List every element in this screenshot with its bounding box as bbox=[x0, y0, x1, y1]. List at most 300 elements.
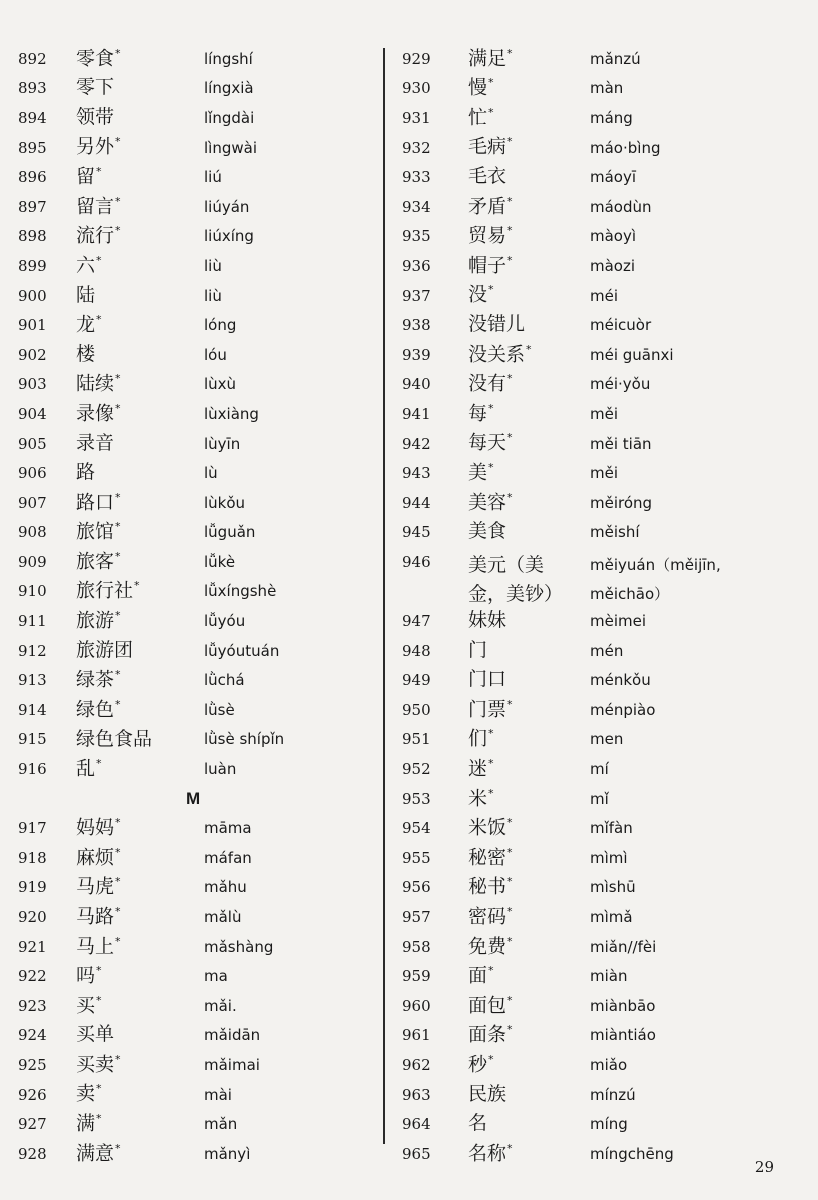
hanzi-text: 贸易 bbox=[468, 224, 507, 247]
entry-row bbox=[398, 192, 798, 222]
hanzi-text: 迷 bbox=[468, 757, 488, 780]
entry-hanzi bbox=[76, 906, 204, 928]
entry-hanzi bbox=[468, 1084, 590, 1106]
required-mark: * bbox=[115, 875, 121, 889]
required-mark: * bbox=[115, 845, 121, 859]
entry-pinyin: luàn bbox=[204, 760, 237, 779]
entry-pinyin: liú bbox=[204, 168, 222, 187]
entry-row bbox=[398, 340, 798, 370]
left-column bbox=[18, 44, 373, 1169]
hanzi-text: 面条 bbox=[468, 1023, 507, 1046]
entry-hanzi bbox=[468, 699, 590, 721]
hanzi-text: 买卖 bbox=[76, 1053, 115, 1076]
hanzi-text: 马路 bbox=[76, 905, 115, 928]
entry-number: 947 bbox=[402, 612, 431, 631]
entry-number: 960 bbox=[402, 996, 431, 1015]
entry-row bbox=[18, 843, 373, 873]
entry-number: 931 bbox=[402, 108, 431, 127]
entry-hanzi bbox=[468, 669, 590, 691]
required-mark: * bbox=[96, 964, 102, 978]
hanzi-text: 矛盾 bbox=[468, 195, 507, 217]
entry-hanzi bbox=[468, 492, 590, 514]
entry-hanzi bbox=[468, 610, 590, 632]
required-mark: * bbox=[96, 1082, 102, 1096]
entry-list-right-b bbox=[398, 606, 798, 1168]
required-mark: * bbox=[115, 668, 121, 682]
required-mark: * bbox=[115, 904, 121, 918]
entry-pinyin: mǎimai bbox=[204, 1055, 260, 1074]
required-mark: * bbox=[507, 993, 513, 1007]
entry-hanzi bbox=[76, 314, 204, 336]
hanzi-text: 录音 bbox=[76, 431, 115, 454]
hanzi-text: 旅客 bbox=[76, 550, 115, 573]
entry-hanzi bbox=[468, 136, 590, 158]
entry-number: 930 bbox=[402, 79, 431, 98]
entry-hanzi bbox=[468, 547, 590, 609]
entry-pinyin: mǎnzú bbox=[590, 49, 641, 68]
entry-hanzi bbox=[76, 136, 204, 158]
entry-number: 963 bbox=[402, 1085, 431, 1104]
hanzi-text: 吗 bbox=[76, 964, 96, 987]
entry-number: 937 bbox=[402, 286, 431, 305]
entry-hanzi bbox=[76, 1113, 204, 1135]
entry-pinyin: miàntiáo bbox=[590, 1026, 656, 1045]
required-mark: * bbox=[115, 135, 121, 149]
entry-hanzi bbox=[468, 196, 590, 218]
entry-pinyin: máo·bìng bbox=[590, 138, 661, 157]
entry-row bbox=[398, 518, 798, 548]
hanzi-text: 另外 bbox=[76, 135, 115, 158]
entry-hanzi bbox=[76, 995, 204, 1017]
entry-number: 899 bbox=[18, 256, 47, 275]
entry-row bbox=[398, 1050, 798, 1080]
hanzi-text: 留言 bbox=[76, 195, 115, 217]
entry-number: 965 bbox=[402, 1144, 431, 1163]
entry-number: 913 bbox=[18, 671, 47, 690]
entry-hanzi bbox=[76, 1054, 204, 1076]
entry-pinyin: mǎn bbox=[204, 1115, 238, 1134]
entry-pinyin: lǚkè bbox=[204, 552, 236, 571]
entry-pinyin: měiróng bbox=[590, 493, 653, 512]
entry-number: 909 bbox=[18, 552, 47, 571]
entry-number: 956 bbox=[402, 878, 431, 897]
hanzi-text: 没 bbox=[468, 283, 488, 306]
entry-row bbox=[18, 251, 373, 281]
entry-pinyin: měishí bbox=[590, 523, 640, 542]
required-mark: * bbox=[507, 1023, 513, 1037]
entry-hanzi bbox=[76, 107, 204, 129]
entry-number: 918 bbox=[18, 848, 47, 867]
entry-pinyin: mǎnyì bbox=[204, 1144, 251, 1163]
entry-number: 954 bbox=[402, 819, 431, 838]
entry-row bbox=[398, 606, 798, 636]
entry-row bbox=[18, 547, 373, 577]
entry-hanzi bbox=[468, 432, 590, 454]
entry-row bbox=[18, 813, 373, 843]
hanzi-text: 门口 bbox=[468, 668, 507, 691]
entry-row bbox=[398, 784, 798, 814]
hanzi-text: 慢 bbox=[468, 76, 488, 99]
entry-row bbox=[18, 518, 373, 548]
entry-hanzi bbox=[468, 965, 590, 987]
hanzi-text: 毛衣 bbox=[468, 165, 507, 188]
entry-row bbox=[398, 695, 798, 725]
entry-pinyin: mìmì bbox=[590, 848, 628, 867]
entry-pinyin: men bbox=[590, 730, 624, 749]
entry-hanzi bbox=[468, 995, 590, 1017]
entry-pinyin: língshí bbox=[204, 49, 253, 68]
entry-number: 933 bbox=[402, 168, 431, 187]
entry-row bbox=[18, 429, 373, 459]
hanzi-text: 们 bbox=[468, 727, 488, 750]
entry-number: 934 bbox=[402, 197, 431, 216]
entry-pinyin: mǎshàng bbox=[204, 937, 274, 956]
required-mark: * bbox=[507, 46, 513, 60]
entry-number: 952 bbox=[402, 760, 431, 779]
entry-number: 905 bbox=[18, 434, 47, 453]
required-mark: * bbox=[488, 461, 494, 475]
entry-hanzi bbox=[468, 166, 590, 188]
hanzi-text: 每 bbox=[468, 402, 488, 425]
entry-pinyin: liù bbox=[204, 256, 222, 275]
entry-row bbox=[398, 636, 798, 666]
entry-list-m bbox=[18, 813, 373, 1168]
required-mark: * bbox=[115, 1141, 121, 1155]
entry-pinyin: lǜsè bbox=[204, 700, 235, 719]
entry-hanzi bbox=[76, 640, 204, 662]
required-mark: * bbox=[507, 490, 513, 504]
required-mark: * bbox=[488, 401, 494, 415]
hanzi-text: 卖 bbox=[76, 1082, 96, 1105]
entry-number: 935 bbox=[402, 227, 431, 246]
entry-hanzi bbox=[76, 758, 204, 780]
entry-pinyin: máfan bbox=[204, 848, 252, 867]
entry-hanzi bbox=[76, 344, 204, 366]
required-mark: * bbox=[488, 283, 494, 297]
entry-hanzi bbox=[468, 462, 590, 484]
required-mark: * bbox=[507, 816, 513, 830]
hanzi-text: 买单 bbox=[76, 1023, 115, 1046]
entry-hanzi bbox=[468, 876, 590, 898]
entry-row bbox=[18, 991, 373, 1021]
entry-number: 955 bbox=[402, 848, 431, 867]
entry-number: 936 bbox=[402, 256, 431, 275]
entry-hanzi bbox=[76, 1083, 204, 1105]
entry-hanzi bbox=[468, 728, 590, 750]
hanzi-text: 没关系 bbox=[468, 342, 526, 365]
entry-list-l bbox=[18, 44, 373, 784]
entry-number: 917 bbox=[18, 819, 47, 838]
hanzi-text: 每天 bbox=[468, 431, 507, 454]
entry-hanzi bbox=[76, 729, 204, 751]
hanzi-text: 满 bbox=[76, 1112, 96, 1135]
hanzi-text: 六 bbox=[76, 254, 96, 277]
required-mark: * bbox=[488, 786, 494, 800]
hanzi-text: 名 bbox=[468, 1112, 488, 1135]
entry-row bbox=[398, 961, 798, 991]
entry-number: 906 bbox=[18, 464, 47, 483]
entry-hanzi bbox=[76, 669, 204, 691]
hanzi-line-2: 金，美钞） bbox=[468, 583, 564, 606]
hanzi-text: 流行 bbox=[76, 224, 115, 247]
entry-hanzi bbox=[76, 48, 204, 70]
hanzi-text: 门票 bbox=[468, 698, 507, 721]
entry-pinyin: míngchēng bbox=[590, 1144, 674, 1163]
entry-pinyin: miǎo bbox=[590, 1055, 628, 1074]
section-letter: M bbox=[186, 788, 201, 808]
entry-row bbox=[398, 133, 798, 163]
entry-row bbox=[398, 1021, 798, 1051]
hanzi-text: 买 bbox=[76, 994, 96, 1017]
hanzi-text: 乱 bbox=[76, 757, 96, 780]
entry-number: 901 bbox=[18, 316, 47, 335]
entry-row bbox=[398, 162, 798, 192]
entry-hanzi bbox=[76, 492, 204, 514]
entry-row bbox=[18, 370, 373, 400]
entry-hanzi bbox=[76, 551, 204, 573]
entry-row bbox=[398, 44, 798, 74]
hanzi-text: 秘书 bbox=[468, 875, 507, 898]
hanzi-text: 旅游团 bbox=[76, 638, 134, 661]
hanzi-line-1: 美元（美 bbox=[468, 554, 545, 577]
entry-number: 910 bbox=[18, 582, 47, 601]
entry-hanzi bbox=[468, 373, 590, 395]
entry-pinyin: miàn bbox=[590, 967, 628, 986]
entry-row bbox=[398, 370, 798, 400]
entry-pinyin: lùkǒu bbox=[204, 493, 246, 512]
entry-hanzi bbox=[468, 255, 590, 277]
required-mark: * bbox=[115, 608, 121, 622]
required-mark: * bbox=[115, 194, 121, 208]
entry-number: 932 bbox=[402, 138, 431, 157]
entry-number: 959 bbox=[402, 967, 431, 986]
entry-number: 908 bbox=[18, 523, 47, 542]
entry-number: 907 bbox=[18, 493, 47, 512]
required-mark: * bbox=[507, 135, 513, 149]
entry-pinyin: ma bbox=[204, 967, 228, 986]
entry-number: 923 bbox=[18, 996, 47, 1015]
entry-pinyin: ménpiào bbox=[590, 700, 656, 719]
entry-list-right-a bbox=[398, 44, 798, 547]
entry-hanzi bbox=[76, 847, 204, 869]
hanzi-text: 马虎 bbox=[76, 875, 115, 898]
entry-pinyin: liù bbox=[204, 286, 222, 305]
hanzi-text: 录像 bbox=[76, 402, 115, 425]
entry-pinyin: méi guānxi bbox=[590, 345, 674, 364]
entry-number: 902 bbox=[18, 345, 47, 364]
required-mark: * bbox=[507, 934, 513, 948]
required-mark: * bbox=[488, 756, 494, 770]
entry-hanzi bbox=[468, 1113, 590, 1135]
entry-number: 920 bbox=[18, 908, 47, 927]
required-mark: * bbox=[507, 372, 513, 386]
entry-row bbox=[398, 665, 798, 695]
hanzi-text: 美容 bbox=[468, 490, 507, 513]
required-mark: * bbox=[488, 727, 494, 741]
entry-hanzi bbox=[76, 433, 204, 455]
required-mark: * bbox=[115, 1052, 121, 1066]
entry-pinyin: mǐfàn bbox=[590, 819, 633, 838]
entry-row bbox=[398, 251, 798, 281]
entry-pinyin: lùyīn bbox=[204, 434, 241, 453]
entry-number: 919 bbox=[18, 878, 47, 897]
entry-hanzi bbox=[76, 580, 204, 602]
entry-hanzi bbox=[468, 403, 590, 425]
entry-pinyin: měi tiān bbox=[590, 434, 652, 453]
hanzi-text: 米饭 bbox=[468, 816, 507, 839]
entry-pinyin: lǚyóutuán bbox=[204, 641, 280, 660]
hanzi-text: 名称 bbox=[468, 1142, 507, 1164]
entry-hanzi bbox=[468, 817, 590, 839]
entry-number: 903 bbox=[18, 375, 47, 394]
hanzi-text: 妈妈 bbox=[76, 816, 115, 839]
required-mark: * bbox=[507, 1141, 513, 1155]
entry-row bbox=[398, 725, 798, 755]
entry-pinyin: mǎidān bbox=[204, 1026, 261, 1045]
entry-hanzi bbox=[76, 876, 204, 898]
entry-hanzi bbox=[468, 107, 590, 129]
entry-number: 912 bbox=[18, 641, 47, 660]
entry-hanzi bbox=[76, 817, 204, 839]
entry-number: 921 bbox=[18, 937, 47, 956]
entry-row bbox=[398, 813, 798, 843]
entry-pinyin: lù bbox=[204, 464, 218, 483]
entry-row bbox=[18, 902, 373, 932]
entry-number: 943 bbox=[402, 464, 431, 483]
entry-hanzi bbox=[76, 610, 204, 632]
entry-hanzi bbox=[76, 77, 204, 99]
required-mark: * bbox=[507, 194, 513, 208]
required-mark: * bbox=[488, 105, 494, 119]
entry-number: 950 bbox=[402, 700, 431, 719]
required-mark: * bbox=[507, 904, 513, 918]
entry-pinyin: méicuòr bbox=[590, 316, 652, 335]
entry-pinyin: mìshū bbox=[590, 878, 636, 897]
page-number: 29 bbox=[754, 1158, 774, 1176]
required-mark: * bbox=[115, 224, 121, 238]
entry-pinyin: lùxiàng bbox=[204, 404, 259, 423]
entry-row bbox=[398, 873, 798, 903]
entry-hanzi bbox=[76, 403, 204, 425]
entry-pinyin: ménkǒu bbox=[590, 671, 651, 690]
required-mark: * bbox=[507, 253, 513, 267]
hanzi-text: 面包 bbox=[468, 994, 507, 1017]
entry-number: 894 bbox=[18, 108, 47, 127]
entry-hanzi bbox=[468, 906, 590, 928]
entry-row bbox=[18, 103, 373, 133]
entry-row bbox=[18, 1021, 373, 1051]
entry-pinyin: méi bbox=[590, 286, 619, 305]
required-mark: * bbox=[115, 372, 121, 386]
hanzi-text: 零下 bbox=[76, 76, 115, 99]
entry-number: 958 bbox=[402, 937, 431, 956]
entry-pinyin: lǚguǎn bbox=[204, 523, 256, 542]
required-mark: * bbox=[115, 490, 121, 504]
entry-number: 942 bbox=[402, 434, 431, 453]
entry-hanzi bbox=[76, 462, 204, 484]
hanzi-text: 旅馆 bbox=[76, 520, 115, 543]
hanzi-text: 绿茶 bbox=[76, 668, 115, 691]
entry-row bbox=[18, 873, 373, 903]
entry-hanzi bbox=[468, 344, 590, 366]
hanzi-text: 路 bbox=[76, 461, 96, 484]
required-mark: * bbox=[507, 431, 513, 445]
entry-row bbox=[398, 103, 798, 133]
entry-hanzi bbox=[76, 285, 204, 307]
entry-row bbox=[18, 665, 373, 695]
entry-row bbox=[18, 281, 373, 311]
entry-pinyin: mèimei bbox=[590, 612, 647, 631]
entry-hanzi bbox=[76, 373, 204, 395]
hanzi-text: 旅行社 bbox=[76, 579, 134, 602]
entry-number: 897 bbox=[18, 197, 47, 216]
hanzi-text: 路口 bbox=[76, 490, 115, 513]
entry-number: 945 bbox=[402, 523, 431, 542]
hanzi-text: 陆续 bbox=[76, 372, 115, 395]
entry-pinyin: liúyán bbox=[204, 197, 250, 216]
entry-number: 924 bbox=[18, 1026, 47, 1045]
hanzi-text: 满意 bbox=[76, 1142, 115, 1164]
entry-row bbox=[18, 695, 373, 725]
entry-row bbox=[18, 636, 373, 666]
entry-pinyin: lǐngdài bbox=[204, 108, 255, 127]
required-mark: * bbox=[115, 520, 121, 534]
entry-pinyin: lǚxíngshè bbox=[204, 582, 277, 601]
entry-row bbox=[18, 74, 373, 104]
entry-number: 941 bbox=[402, 404, 431, 423]
entry-pinyin: měi bbox=[590, 404, 619, 423]
entry-pinyin: lóng bbox=[204, 316, 237, 335]
entry-number: 922 bbox=[18, 967, 47, 986]
required-mark: * bbox=[526, 342, 532, 356]
entry-row bbox=[18, 133, 373, 163]
entry-number: 926 bbox=[18, 1085, 47, 1104]
entry-number: 929 bbox=[402, 49, 431, 68]
entry-946 bbox=[398, 547, 798, 606]
entry-row bbox=[398, 843, 798, 873]
entry-row bbox=[398, 754, 798, 784]
entry-row bbox=[18, 1050, 373, 1080]
entry-pinyin: màozi bbox=[590, 256, 636, 275]
entry-number: 962 bbox=[402, 1055, 431, 1074]
hanzi-text: 美 bbox=[468, 461, 488, 484]
entry-hanzi bbox=[468, 640, 590, 662]
hanzi-text: 免费 bbox=[468, 934, 507, 957]
entry-pinyin: lǜsè shípǐn bbox=[204, 730, 285, 749]
hanzi-text: 绿色食品 bbox=[76, 727, 153, 750]
hanzi-text: 零食 bbox=[76, 47, 115, 70]
required-mark: * bbox=[507, 845, 513, 859]
entry-row bbox=[18, 606, 373, 636]
entry-number: 948 bbox=[402, 641, 431, 660]
right-column bbox=[398, 44, 798, 1169]
entry-row bbox=[18, 458, 373, 488]
hanzi-text: 马上 bbox=[76, 934, 115, 957]
required-mark: * bbox=[96, 1112, 102, 1126]
entry-number: 949 bbox=[402, 671, 431, 690]
entry-row bbox=[398, 399, 798, 429]
entry-number: 953 bbox=[402, 789, 431, 808]
required-mark: * bbox=[96, 313, 102, 327]
hanzi-text: 领带 bbox=[76, 106, 115, 129]
hanzi-text: 麻烦 bbox=[76, 846, 115, 869]
entry-pinyin: máoyī bbox=[590, 168, 637, 187]
entry-pinyin: língxià bbox=[204, 79, 254, 98]
entry-pinyin: mǎi. bbox=[204, 996, 237, 1015]
entry-pinyin: māma bbox=[204, 819, 252, 838]
entry-number: 938 bbox=[402, 316, 431, 335]
required-mark: * bbox=[115, 816, 121, 830]
